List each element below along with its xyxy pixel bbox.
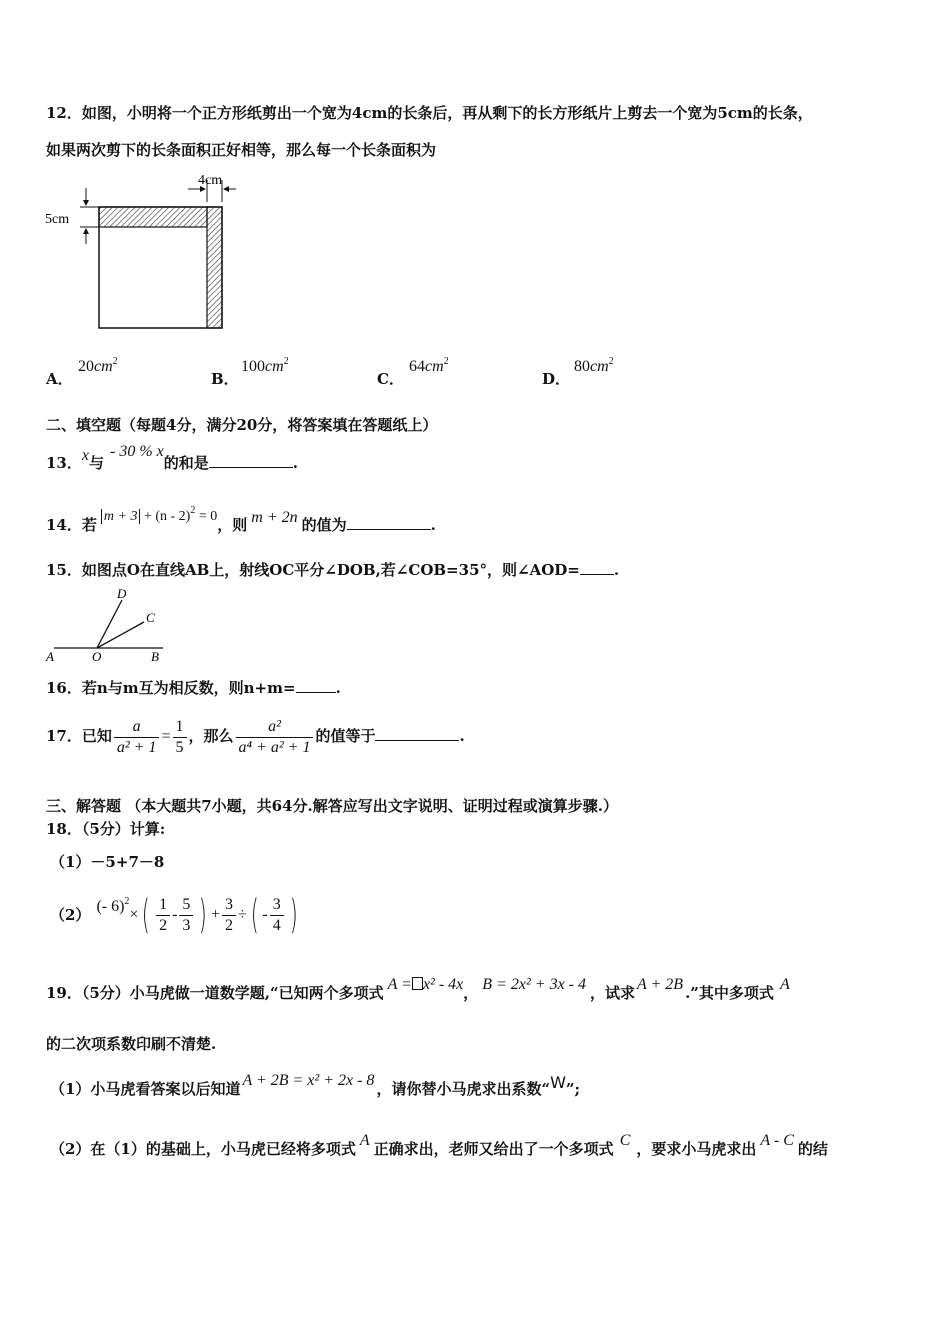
section2-heading: 二、填空题（每题4分，满分20分，将答案填在答题纸上） [46,416,438,434]
q18-part2: （2） (- 6)$^2$×( $\frac{1}{2}$ - $\frac{5}{3}$ ) + $\frac{3}{2}$ ÷( - $\frac{3}{4}$ ) [50,892,298,938]
q17-answer-blank[interactable] [375,726,459,741]
q19-line2: 的二次项系数印刷不清楚. [46,1035,217,1053]
q14-answer-blank[interactable] [347,515,431,530]
q18-title: 18．（5分）计算: [46,820,166,838]
q12-right-strip [207,207,222,328]
q12-figure [40,166,240,336]
q19-line1: 19．（5分）小马虎做一道数学题,“已知两个多项式 A = x² - 4x， B = 2x² + 3x - 4 ，试求 A + 2B .”其中多项式 A [46,976,790,1002]
section3-heading: 三、解答题 （本大题共7小题，共64分.解答应写出文字说明、证明过程或演算步骤.） [46,797,618,815]
q18-part1: （1）－5+7－8 [50,853,165,871]
q19-part1: （1）小马虎看答案以后知道 A + 2B = x² + 2x - 8 ，请你替小马虎求出系数“W”; [50,1072,581,1098]
q13: 13．x与- 30 % x的和是 . [46,443,299,472]
q15-figure [40,584,180,666]
q15-label-a: A [46,649,54,664]
q15: 15．如图点O在直线AB上，射线OC平分∠DOB,若∠COB=35°，则∠AOD= . [46,561,620,579]
q15-answer-blank[interactable] [580,560,614,575]
q17: 17．已知 $\frac{a}{\text{a² + 1}}$ = $\frac{1}{5}$ ，那么 $\frac{\text{a²}}{\text{a⁴ + a² + 1}}$ 的值等于 . [46,717,465,756]
q15-label-b: B [151,649,159,664]
q12-label-5cm: 5cm [45,212,70,227]
q19-unclear-coefficient [412,977,423,990]
q15-label-c: C [146,610,155,625]
q14: 14．若 m + 3 + (n - 2)$^2$ = 0，则 m + 2n 的值为 . [46,505,436,534]
q16: 16．若n与m互为相反数，则n+m= . [46,679,341,697]
q19-part2: （2）在（1）的基础上，小马虎已经将多项式 A 正确求出，老师又给出了一个多项式 C ，要求小马虎求出 A - C 的结 [50,1132,828,1158]
q13-answer-blank[interactable] [209,453,293,468]
q12-line1: 12．如图，小明将一个正方形纸剪出一个宽为4cm的长条后，再从剩下的长方形纸片上剪去一个宽为5cm的长条， [46,104,813,122]
q12-label-4cm: 4cm [198,173,223,188]
q16-answer-blank[interactable] [296,678,336,693]
q15-label-o: O [92,649,102,664]
q15-label-d: D [117,586,127,601]
q12-top-strip [99,207,207,227]
q12-line2: 如果两次剪下的长条面积正好相等，那么每一个长条面积为 [46,141,437,159]
